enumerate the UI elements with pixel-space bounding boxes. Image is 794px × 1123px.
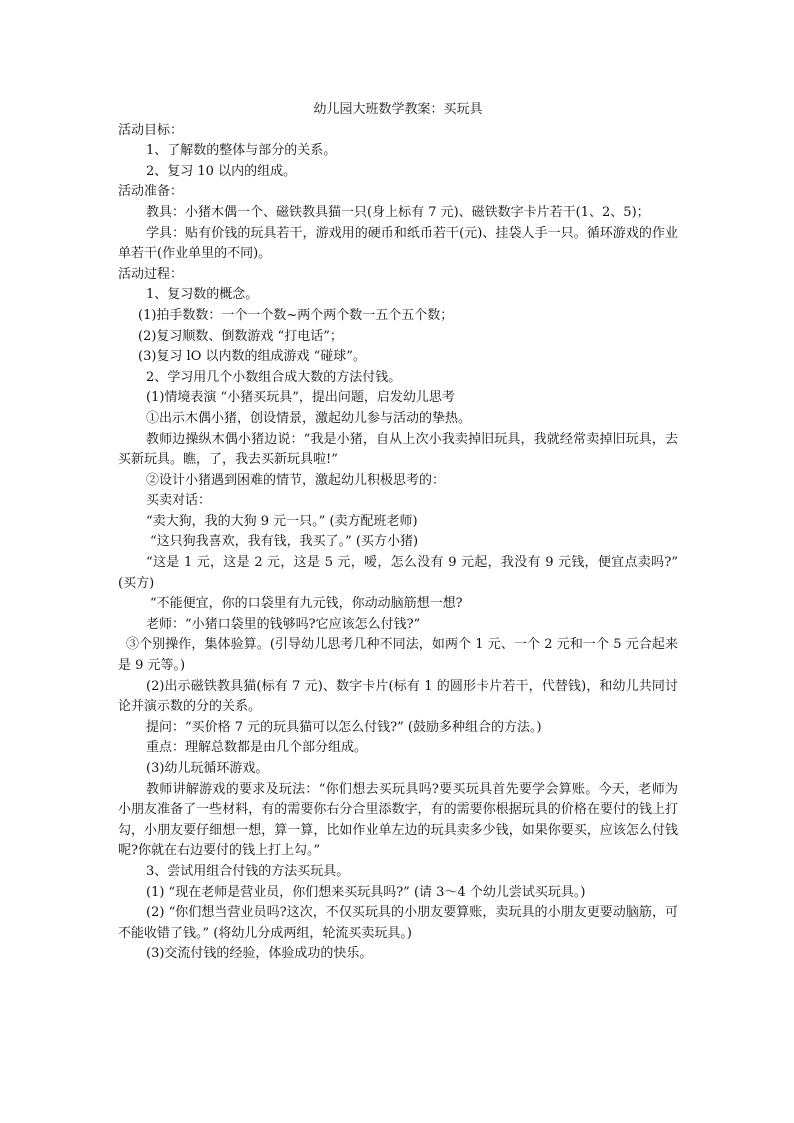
prep-learning-aids: 学具：贴有价钱的玩具若干，游戏用的硬币和纸币若干(元)、挂袋人手一只。循环游戏的作业单若干(作业单里的不同)。 <box>118 225 678 262</box>
process-step-2-circle-2: ②设计小猪遇到困难的情节，激起幼儿积极思考的： <box>146 472 446 488</box>
prep-teaching-aids: 教具：小猪木偶一个、磁铁教具猫一只(身上标有 7 元)、磁铁数字卡片若干(1、2、5)； <box>146 204 650 220</box>
document-title: 幼儿园大班数学教案：买玩具 <box>313 102 483 117</box>
key-point: 重点：理解总数都是由几个部分组成。 <box>146 740 368 756</box>
section-heading-preparation: 活动准备： <box>118 184 184 200</box>
dialogue-heading: 买卖对话： <box>146 493 212 509</box>
process-step-1-sub-2: (2)复习顺数、倒数游戏 “打电话”； <box>138 328 343 344</box>
process-step-1-sub-3: (3)复习 lO 以内数的组成游戏 “碰球”。 <box>138 349 366 365</box>
dialogue-line-2: “这只狗我喜欢，我有钱，我买了。” (买方小猪) <box>150 534 419 550</box>
process-step-3-sub-2: (2) “你们想当营业员吗?这次，不仅买玩具的小朋友要算账，卖玩具的小朋友更要动脑筋，可不能收错了钱。” (将幼儿分成两组，轮流买卖玩具。) <box>118 905 678 941</box>
teacher-question: 老师：“小猪口袋里的钱够吗?它应该怎么付钱?” <box>146 616 421 632</box>
dialogue-line-4: “不能便宜，你的口袋里有九元钱，你动动脑筋想一想? <box>150 596 463 612</box>
process-step-3: 3、尝试用组合付钱的方法买玩具。 <box>146 863 350 879</box>
dialogue-line-1: “卖大狗，我的大狗 9 元一只。” (卖方配班老师) <box>146 513 418 529</box>
question-prompt: 提问：“买价格 7 元的玩具猫可以怎么付钱?” (鼓励多种组合的方法。) <box>146 719 542 735</box>
goal-item-1: 1、了解数的整体与部分的关系。 <box>146 143 337 159</box>
process-step-2-sub-2: (2)出示磁铁教具猫(标有 7 元)、数字卡片(标有 1 的圆形卡片若干，代替钱)，和幼儿共同讨论并演示数的分的关系。 <box>118 678 678 715</box>
dialogue-line-3: “这是 1 元，这是 2 元，这是 5 元，嗳，怎么没有 9 元起，我没有 9 元钱，便宜点卖吗?” (买方) <box>118 555 678 591</box>
process-step-2-circle-3: ③个别操作，集体验算。(引导幼儿思考几种不同法，如两个 1 元、一个 2 元和一个 5 元合起来是 9 元等。) <box>118 637 678 674</box>
process-step-2-circle-1: ①出示木偶小猪，创设情景，激起幼儿参与活动的挚热。 <box>146 410 472 426</box>
goal-item-2: 2、复习 10 以内的组成。 <box>146 163 297 179</box>
game-instructions: 教师讲解游戏的要求及玩法：“你们想去买玩具吗?要买玩具首先要学会算账。今天，老师为小朋友准备了一些材料，有的需要你右分合里添数字，有的需要你根据玩具的价格在要付的钱上打勾，小朋友要仔细想一想，算一算，比如作业单左边的玩具卖多少钱，如果你要买，应该怎么付钱呢?你就在右边要付的钱上打上勾。” <box>118 781 678 859</box>
section-heading-process: 活动过程： <box>118 266 184 282</box>
process-step-2: 2、学习用几个小数组合成大数的方法付钱。 <box>146 369 402 385</box>
process-step-2-sub-1: (1)情境表演 “小猪买玩具”，提出问题，启发幼儿思考 <box>146 390 455 406</box>
process-step-2-sub-3: (3)幼儿玩循环游戏。 <box>146 761 269 776</box>
process-step-1-sub-1: (1)拍手数数：一个一个数~两个两个数一五个五个数； <box>138 307 454 323</box>
process-step-3-sub-1: (1) “现在老师是营业员，你们想来买玩具吗?” (请 3～4 个幼儿尝试买玩具。) <box>146 884 586 900</box>
process-step-3-sub-3: (3)交流付钱的经验，体验成功的快乐。 <box>146 946 373 962</box>
document-body <box>118 100 678 965</box>
section-heading-goals: 活动目标： <box>118 122 184 138</box>
teacher-puppet-speech: 教师边操纵木偶小猪边说：“我是小猪，自从上次小我卖掉旧玩具，我就经常卖掉旧玩具，去买新玩具。瞧，了，我去买新玩具啦!” <box>118 431 678 468</box>
process-step-1: 1、复习数的概念。 <box>146 287 259 303</box>
